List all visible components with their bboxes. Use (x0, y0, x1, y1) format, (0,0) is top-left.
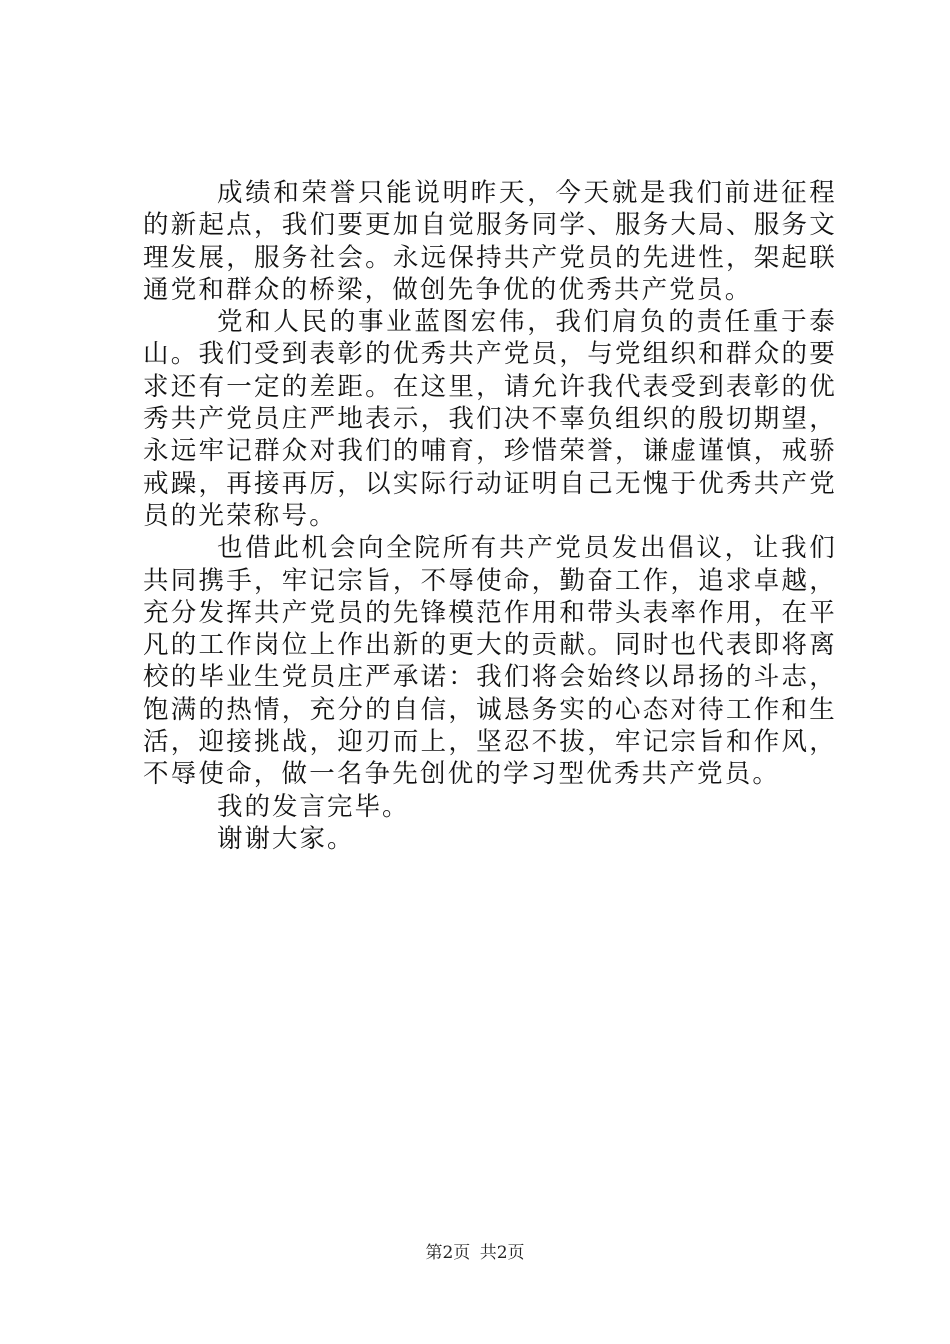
paragraph-closing: 我的发言完毕。 (216, 791, 410, 822)
paragraph-1: 成绩和荣誉只能说明昨天，今天就是我们前进征程的新起点，我们要更加自觉服务同学、服务大局、服务文理发展，服务社会。永远保持共产党员的先进性，架起联通党和群众的桥梁，做创先争优的优秀共产党员。 (143, 178, 837, 305)
paragraph-2: 党和人民的事业蓝图宏伟，我们肩负的责任重于泰山。我们受到表彰的优秀共产党员，与党组织和群众的要求还有一定的差距。在这里，请允许我代表受到表彰的优秀共产党员庄严地表示，我们决不辜负组织的殷切期望，永远牢记群众对我们的哺育，珍惜荣誉，谦虚谨慎，戒骄戒躁，再接再厉，以实际行动证明自己无愧于优秀共产党员的光荣称号。 (143, 307, 837, 531)
document-body (143, 177, 837, 855)
page-footer (0, 1242, 950, 1264)
paragraph-thanks: 谢谢大家。 (216, 823, 355, 854)
page-number-total: 共2页 (479, 1243, 525, 1263)
paragraph-3: 也借此机会向全院所有共产党员发出倡议，让我们共同携手，牢记宗旨，不辱使命，勤奋工作，追求卓越，充分发挥共产党员的先锋模范作用和带头表率作用，在平凡的工作岗位上作出新的更大的贡献。同时也代表即将离校的毕业生党员庄严承诺：我们将会始终以昂扬的斗志，饱满的热情，充分的自信，诚恳务实的心态对待工作和生活，迎接挑战，迎刃而上，坚忍不拔，牢记宗旨和作风，不辱使命，做一名争先创优的学习型优秀共产党员。 (143, 533, 837, 790)
page-number-current: 第2页 (425, 1243, 471, 1263)
